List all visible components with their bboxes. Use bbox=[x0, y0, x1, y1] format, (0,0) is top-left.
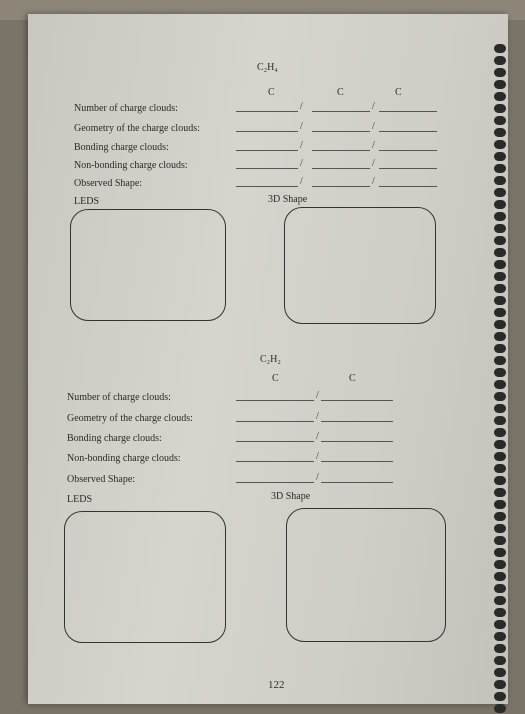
binding-coil bbox=[494, 428, 506, 437]
binding-coil bbox=[494, 680, 506, 689]
binding-coil bbox=[494, 656, 506, 665]
worksheet-page bbox=[28, 14, 508, 704]
leds-label: LEDS bbox=[74, 196, 99, 207]
binding-coil bbox=[494, 212, 506, 221]
binding-coil bbox=[494, 548, 506, 557]
binding-coil bbox=[494, 296, 506, 305]
binding-coil bbox=[494, 368, 506, 377]
answer-blank-line[interactable] bbox=[236, 461, 314, 462]
binding-coil bbox=[494, 452, 506, 461]
binding-coil bbox=[494, 476, 506, 485]
separator-slash: / bbox=[316, 390, 319, 401]
binding-coil bbox=[494, 68, 506, 77]
answer-blank-line[interactable] bbox=[379, 150, 437, 151]
binding-coil bbox=[494, 464, 506, 473]
binding-coil bbox=[494, 284, 506, 293]
atom-label-2: C bbox=[349, 373, 356, 384]
answer-blank-line[interactable] bbox=[312, 131, 370, 132]
3d-shape-drawing-box[interactable] bbox=[286, 508, 446, 642]
answer-blank-line[interactable] bbox=[312, 186, 370, 187]
answer-blank-line[interactable] bbox=[236, 421, 314, 422]
binding-coil bbox=[494, 152, 506, 161]
binding-coil bbox=[494, 164, 506, 173]
answer-blank-line[interactable] bbox=[379, 168, 437, 169]
separator-slash: / bbox=[372, 158, 375, 169]
binding-coil bbox=[494, 188, 506, 197]
answer-blank-line[interactable] bbox=[236, 111, 298, 112]
binding-coil bbox=[494, 236, 506, 245]
answer-blank-line[interactable] bbox=[379, 186, 437, 187]
row-label-bonding: Bonding charge clouds: bbox=[67, 433, 162, 444]
answer-blank-line[interactable] bbox=[321, 400, 393, 401]
answer-blank-line[interactable] bbox=[236, 400, 314, 401]
leds-label: LEDS bbox=[67, 494, 92, 505]
separator-slash: / bbox=[372, 176, 375, 187]
binding-coil bbox=[494, 632, 506, 641]
answer-blank-line[interactable] bbox=[236, 150, 298, 151]
binding-coil bbox=[494, 260, 506, 269]
binding-coil bbox=[494, 248, 506, 257]
answer-blank-line[interactable] bbox=[236, 168, 298, 169]
binding-coil bbox=[494, 404, 506, 413]
answer-blank-line[interactable] bbox=[321, 482, 393, 483]
separator-slash: / bbox=[372, 140, 375, 151]
binding-coil bbox=[494, 536, 506, 545]
row-label-nonbonding: Non-bonding charge clouds: bbox=[74, 160, 188, 171]
answer-blank-line[interactable] bbox=[236, 186, 298, 187]
binding-coil bbox=[494, 704, 506, 713]
formula-c2h2: C₂H₂ bbox=[260, 354, 281, 365]
binding-coil bbox=[494, 560, 506, 569]
binding-coil bbox=[494, 440, 506, 449]
binding-coil bbox=[494, 668, 506, 677]
row-label-charge-clouds: Number of charge clouds: bbox=[67, 392, 171, 403]
atom-label-1: C bbox=[268, 87, 275, 98]
binding-coil bbox=[494, 644, 506, 653]
separator-slash: / bbox=[300, 176, 303, 187]
separator-slash: / bbox=[316, 451, 319, 462]
leds-drawing-box[interactable] bbox=[70, 209, 226, 321]
binding-coil bbox=[494, 584, 506, 593]
row-label-geometry: Geometry of the charge clouds: bbox=[74, 123, 200, 134]
binding-coil bbox=[494, 488, 506, 497]
binding-coil bbox=[494, 56, 506, 65]
binding-coil bbox=[494, 272, 506, 281]
separator-slash: / bbox=[300, 101, 303, 112]
atom-label-3: C bbox=[395, 87, 402, 98]
binding-coil bbox=[494, 500, 506, 509]
binding-coil bbox=[494, 80, 506, 89]
binding-coil bbox=[494, 620, 506, 629]
binding-coil bbox=[494, 416, 506, 425]
binding-coil bbox=[494, 200, 506, 209]
binding-coil bbox=[494, 332, 506, 341]
binding-coil bbox=[494, 356, 506, 365]
binding-coil bbox=[494, 176, 506, 185]
binding-coil bbox=[494, 320, 506, 329]
answer-blank-line[interactable] bbox=[379, 131, 437, 132]
binding-coil bbox=[494, 104, 506, 113]
binding-coil bbox=[494, 92, 506, 101]
answer-blank-line[interactable] bbox=[321, 441, 393, 442]
binding-coil bbox=[494, 44, 506, 53]
binding-coil bbox=[494, 608, 506, 617]
shape-3d-label: 3D Shape bbox=[268, 194, 308, 205]
binding-coil bbox=[494, 512, 506, 521]
row-label-nonbonding: Non-bonding charge clouds: bbox=[67, 453, 181, 464]
atom-label-2: C bbox=[337, 87, 344, 98]
separator-slash: / bbox=[300, 158, 303, 169]
leds-drawing-box[interactable] bbox=[64, 511, 226, 643]
binding-coil bbox=[494, 380, 506, 389]
3d-shape-drawing-box[interactable] bbox=[284, 207, 436, 324]
row-label-bonding: Bonding charge clouds: bbox=[74, 142, 169, 153]
answer-blank-line[interactable] bbox=[321, 421, 393, 422]
page-number: 122 bbox=[268, 679, 285, 691]
binding-coil bbox=[494, 344, 506, 353]
binding-coil bbox=[494, 596, 506, 605]
atom-label-1: C bbox=[272, 373, 279, 384]
row-label-geometry: Geometry of the charge clouds: bbox=[67, 413, 193, 424]
binding-coil bbox=[494, 392, 506, 401]
binding-coil bbox=[494, 128, 506, 137]
separator-slash: / bbox=[316, 472, 319, 483]
answer-blank-line[interactable] bbox=[312, 168, 370, 169]
separator-slash: / bbox=[372, 121, 375, 132]
answer-blank-line[interactable] bbox=[236, 482, 314, 483]
answer-blank-line[interactable] bbox=[312, 111, 370, 112]
separator-slash: / bbox=[300, 121, 303, 132]
shape-3d-label: 3D Shape bbox=[271, 491, 311, 502]
separator-slash: / bbox=[316, 411, 319, 422]
separator-slash: / bbox=[300, 140, 303, 151]
binding-coil bbox=[494, 308, 506, 317]
answer-blank-line[interactable] bbox=[312, 150, 370, 151]
binding-coil bbox=[494, 524, 506, 533]
formula-c2h4: C₂H₄ bbox=[257, 62, 278, 73]
answer-blank-line[interactable] bbox=[321, 461, 393, 462]
spiral-binding bbox=[492, 44, 508, 714]
binding-coil bbox=[494, 572, 506, 581]
separator-slash: / bbox=[372, 101, 375, 112]
binding-coil bbox=[494, 140, 506, 149]
answer-blank-line[interactable] bbox=[236, 131, 298, 132]
binding-coil bbox=[494, 116, 506, 125]
separator-slash: / bbox=[316, 431, 319, 442]
answer-blank-line[interactable] bbox=[236, 441, 314, 442]
binding-coil bbox=[494, 224, 506, 233]
row-label-observed-shape: Observed Shape: bbox=[74, 178, 143, 189]
row-label-observed-shape: Observed Shape: bbox=[67, 474, 136, 485]
row-label-charge-clouds: Number of charge clouds: bbox=[74, 103, 178, 114]
answer-blank-line[interactable] bbox=[379, 111, 437, 112]
